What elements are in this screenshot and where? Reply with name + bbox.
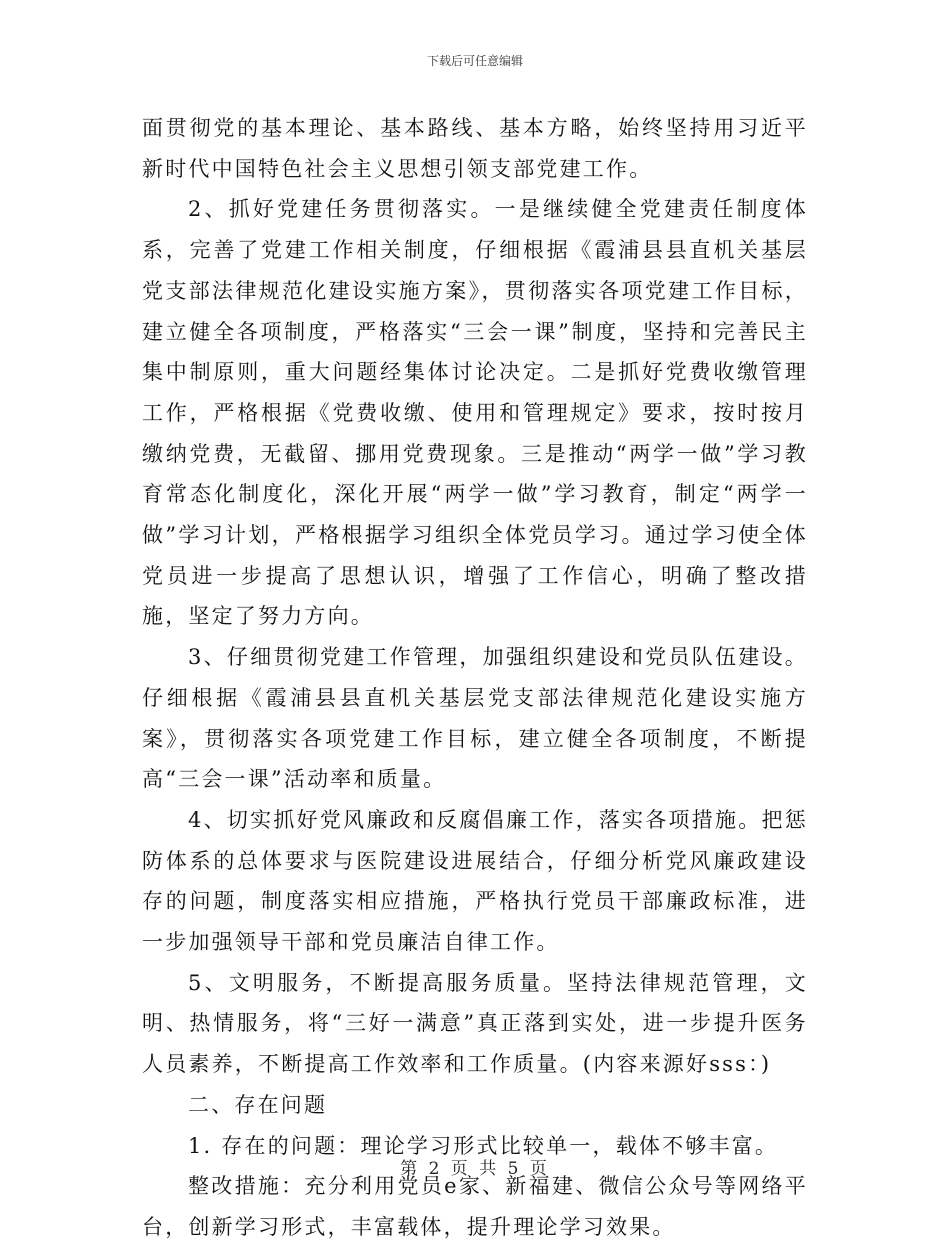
paragraph-continuation: 面贯彻党的基本理论、基本路线、基本方略，始终坚持用习近平新时代中国特色社会主义思想引领支部党建工作。 bbox=[142, 116, 808, 181]
paragraph-item-2: 2、抓好党建任务贯彻落实。一是继续健全党建责任制度体系，完善了党建工作相关制度，仔细根据《霞浦县县直机关基层党支部法律规范化建设实施方案》，贯彻落实各项党建工作目标，建立健全各项制度，严格落实“三会一课”制度，坚持和完善民主集中制原则，重大问题经集体讨论决定。二是抓好党费收缴管理工作，严格根据《党费收缴、使用和管理规定》要求，按时按月缴纳党费，无截留、挪用党费现象。三是推动“两学一做”学习教育常态化制度化，深化开展“两学一做”学习教育，制定“两学一做”学习计划，严格根据学习组织全体党员学习。通过学习使全体党员进一步提高了思想认识，增强了工作信心，明确了整改措施，坚定了努力方向。 bbox=[142, 197, 808, 629]
paragraph-item-5: 5、文明服务，不断提高服务质量。坚持法律规范管理，文明、热情服务，将“三好一满意”真正落到实处，进一步提升医务人员素养，不断提高工作效率和工作质量。(内容来源好sss：) bbox=[142, 970, 808, 1077]
paragraph-item-3: 3、仔细贯彻党建工作管理，加强组织建设和党员队伍建设。仔细根据《霞浦县县直机关基层党支部法律规范化建设实施方案》，贯彻落实各项党建工作目标，建立健全各项制度，不断提高“三会一课”活动率和质量。 bbox=[142, 645, 808, 792]
paragraph-item-4: 4、切实抓好党风廉政和反腐倡廉工作，落实各项措施。把惩防体系的总体要求与医院建设进展结合，仔细分析党风廉政建设存的问题，制度落实相应措施，严格执行党员干部廉政标准，进一步加强领导干部和党员廉洁自律工作。 bbox=[142, 807, 808, 955]
paragraph-rectification-measures: 整改措施：充分利用党员e家、新福建、微信公众号等网络平台，创新学习形式，丰富载体，提升理论学习效果。 bbox=[142, 1174, 808, 1239]
section-heading-problems: 二、存在问题 bbox=[188, 1092, 328, 1117]
page-number-footer: 第 2 页 共 5 页 bbox=[400, 1159, 550, 1179]
document-body bbox=[142, 108, 808, 1248]
paragraph-problem-1: 1. 存在的问题：理论学习形式比较单一，载体不够丰富。 bbox=[188, 1133, 779, 1158]
page-header: 下载后可任意编辑 bbox=[426, 54, 523, 68]
